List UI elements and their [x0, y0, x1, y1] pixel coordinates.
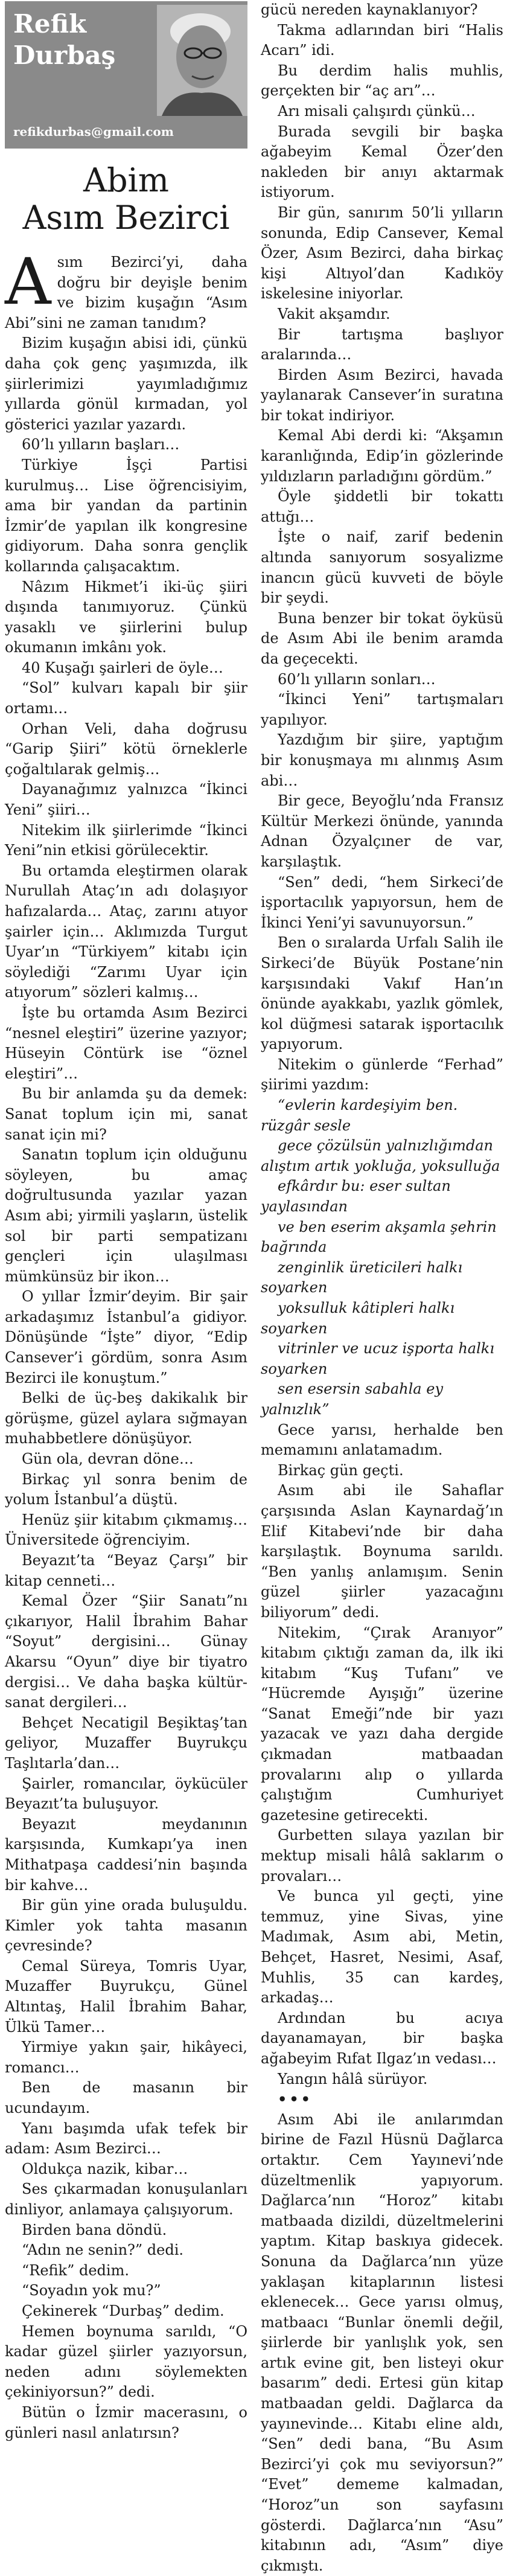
article-paragraph: Nitekim o günlerde “Ferhad” şiirimi yazdım: [261, 1056, 503, 1094]
poem-line: ve ben eserim akşamla şehrin bağrında [261, 1218, 497, 1256]
article-paragraph: Vakit akşamdır. [278, 305, 391, 322]
article-column-left [5, 245, 247, 2443]
drop-cap: A [5, 245, 51, 319]
poem-line: zenginlik üreticileri halkı soyarken [261, 1258, 463, 1296]
author-last-name: Durbaş [13, 40, 116, 70]
author-email: refikdurbas@gmail.com [13, 124, 174, 139]
article-paragraph: Bu bir anlamda şu da demek: Sanat toplum için mi, sanat sanat için mi? [5, 1085, 247, 1143]
article-paragraph: Ardından bu acıya dayanamayan, bir başka ağabeyim Rıfat Ilgaz’ın vedası… [261, 2009, 503, 2067]
article-paragraph: Bizim kuşağın abisi idi, çünkü daha çok genç yaşımızda, ilk şiirlerimizi yayımladığımız yıllarda gönül kırmadan, yol gösterici yazılar yazardı. [5, 335, 247, 433]
article-paragraph: Belki de üç-beş dakikalık bir görüşme, güzel aylara sığmayan muhabbetlere dönüşüyor. [5, 1389, 247, 1447]
author-header [5, 1, 247, 149]
article-paragraph: Ben o sıralarda Urfalı Salih ile Sirkeci’de Büyük Postane’nin karşısındaki Vakıf Han’ın önünde ayakkabı, yazlık gömlek, kol düğmesi satarak işportacılık yapıyorum. [261, 934, 503, 1053]
poem-line: sen esersin sabahla ey yalnızlık” [261, 1380, 444, 1418]
article-paragraph: Beyazıt meydanının karşısında, Kumkapı’ya inen Mithatpaşa caddesi’nin başında bir kahve… [5, 1815, 247, 1894]
article-paragraph: Ben de masanın bir ucundayım. [5, 2079, 247, 2117]
author-first-name: Refik [13, 9, 87, 39]
article-paragraph: Gurbetten sılaya yazılan bir mektup misali hâlâ saklarım o provaları… [261, 1827, 503, 1885]
article-paragraph: Öyle şiddetli bir tokattı attığı… [261, 488, 503, 525]
article-paragraph: Gün ola, devran döne… [22, 1450, 194, 1468]
article-title-line-2: Asım Bezirci [22, 199, 230, 237]
article-title [5, 162, 247, 237]
article-paragraph: 60’lı yılların sonları… [278, 670, 436, 688]
article-paragraph: Cemal Süreya, Tomris Uyar, Muzaffer Buyrukçu, Günel Altıntaş, Halil İbrahim Bahar, Ülkü Tamer… [5, 1957, 247, 2036]
author-photo [157, 5, 247, 116]
article-paragraph: Birkaç gün geçti. [278, 1461, 404, 1479]
article-title-line-1: Abim [83, 161, 170, 199]
article-paragraph: Yazdığım bir şiire, yaptığım bir konuşmaya mı alınmış Asım abi… [261, 731, 503, 789]
article-paragraph [5, 245, 247, 333]
article-paragraph: Dayanağımız yalnızca “İkinci Yeni” şiiri… [5, 781, 247, 819]
article-paragraph: 40 Kuşağı şairleri de öyle… [22, 659, 223, 676]
poem-line: “evlerin kardeşiyim ben. rüzgâr sesle [261, 1097, 458, 1134]
article-paragraph: Arı misali çalışırdı çünkü… [278, 102, 476, 120]
article-paragraph: Sanatın toplum için olduğunu söyleyen, bu amaç doğrultusunda yazılar yazan Asım abi; yirmili yaşların, üstelik sol bir parti sempatizanı gençleri için ulaşılması mümkünsüz bir ikon… [5, 1146, 247, 1285]
article-paragraph: Bu derdim halis muhlis, gerçekten bir “aç arı”… [261, 62, 503, 100]
article-paragraph: Şairler, romancılar, öykücüler Beyazıt’ta buluşuyor. [5, 1775, 247, 1813]
article-paragraph: O yıllar İzmir’deyim. Bir şair arkadaşımız İstanbul’a gidiyor. Dönüşünde “İşte” diyor, “Edip Cansever’i gördüm, sonra Asım Bezirci ile konuştum.” [5, 1288, 247, 1386]
article-paragraph: Yangın hâlâ sürüyor. [278, 2070, 428, 2087]
article-paragraph: Bir gün, sanırım 50’li yılların sonunda, Edip Cansever, Kemal Özer, Asım Bezirci, daha birkaç kişi Altıyol’dan Kadıköy iskelesine iniyorlar. [261, 203, 503, 303]
article-paragraph: Nâzım Hikmet’i iki-üç şiiri dışında tanımıyoruz. Çünkü yasaklı ve şiirlerini bulup okumanın imkânı yok. [5, 578, 247, 656]
article-paragraph: Beyazıt’ta “Beyaz Çarşı” bir kitap cenneti… [5, 1552, 247, 1589]
author-portrait-icon [157, 5, 247, 116]
poem-line: vitrinler ve ucuz işporta halkı soyarken [261, 1340, 495, 1377]
poem-line: yoksulluk kâtipleri halkı soyarken [261, 1299, 455, 1337]
poem-line: efkârdır bu: eser sultan yaylasından [261, 1177, 451, 1216]
article-paragraph: Hemen boynuma sarıldı, “O kadar güzel şiirler yazıyorsun, neden adını söylemekten çekiniyorsun?” dedi. [5, 2322, 247, 2401]
article-paragraph: Gece yarısı, herhalde ben memamını anlatamadım. [261, 1421, 503, 1459]
article-paragraph: “Soyadın yok mu?” [22, 2282, 161, 2299]
article-paragraph: Behçet Necatigil Beşiktaş’tan geliyor, Muzaffer Buyrukçu Taşlıtarla’dan… [5, 1714, 247, 1772]
article-paragraph: Ve bunca yıl geçti, yine temmuz, yine Sivas, yine Madımak, Asım abi, Metin, Behçet, Hasret, Nesimi, Asaf, Muhlis, 35 can kardeş, arkadaş… [261, 1888, 503, 2007]
article-paragraph: gücü nereden kaynaklanıyor? [261, 1, 478, 18]
article-paragraph: Henüz şiir kitabım çıkmamış… Üniversitede öğrenciyim. [5, 1511, 247, 1549]
article-paragraph: Birden Asım Bezirci, havada yaylanarak Cansever’in suratına bir tokat indiriyor. [261, 366, 503, 424]
article-paragraph: Nitekim ilk şiirlerimde “İkinci Yeni”nin etkisi görülecektir. [5, 821, 247, 859]
article-paragraph: Asım abi ile Sahaflar çarşısında Aslan Kaynardağ’ın Elif Kitabevi’nde bir daha karşılaştık. Boynuma sarıldı. “Ben yanlış anlamışım. Senin güzel şiirler yazacağını biliyorum” dedi. [261, 1482, 503, 1621]
article-paragraph: Yirmiye yakın şair, hikâyeci, romancı… [5, 2039, 247, 2076]
author-name [13, 8, 115, 71]
article-paragraph: Ses çıkarmadan konuşulanları dinliyor, anlamaya çalışıyorum. [5, 2180, 247, 2218]
article-paragraph: 60’lı yılların başları… [22, 436, 180, 453]
article-paragraph: “Sol” kulvarı kapalı bir şiir ortamı… [5, 679, 247, 717]
article-paragraph: Çekinerek “Durbaş” dedim. [22, 2302, 225, 2319]
article-paragraph: “Adın ne senin?” dedi. [22, 2241, 184, 2259]
article-paragraph: Takma adlarından biri “Halis Acarı” idi. [261, 21, 503, 59]
article-paragraph: Türkiye İşçi Partisi kurulmuş… Lise öğrencisiyim, ama bir yandan da partinin İzmir’de yapılan ilk kongresine gidiyorum. Daha sonra gençlik kollarında çalışacaktım. [5, 456, 247, 575]
article-paragraph: Birkaç yıl sonra benim de yolum İstanbul’a düştü. [5, 1470, 247, 1508]
article-paragraph: Oldukça nazik, kibar… [22, 2160, 188, 2177]
article-paragraph: “Sen” dedi, “hem Sirkeci’de işportacılık yapıyorsun, hem de İkinci Yeni’yi savunuyorsun.” [261, 873, 503, 931]
article-paragraph: Bütün o İzmir macerasını, o günleri nasıl anlatırsın? [5, 2403, 247, 2441]
article-paragraph: “Refik” dedim. [22, 2261, 129, 2279]
poem-line: gece çözülsün yalnızlığımdan alıştım artık yokluğa, yoksulluğa [261, 1137, 500, 1174]
article-paragraph: Bu ortamda eleştirmen olarak Nurullah Ataç’ın adı dolaşıyor hafızalarda… Ataç, zarını atıyor şairler için… Aklımızda Turgut Uyar’ın “Türkiyem” kitabı için söylediği “Zarımı Uyar için atıyorum” sözleri kalmış… [5, 862, 247, 1001]
article-paragraph: Nitekim, “Çırak Aranıyor” kitabım çıktığı zaman da, ilk iki kitabım “Kuş Tufanı” ve “Hücremde Ayışığı” üzerine “Sanat Emeği”nde bir yazı yazacak ve yazı daha dergide çıkmadan matbaadan provalarını alıp o yıllarda çalıştığım Cumhuriyet gazetesine getirecekti. [261, 1624, 503, 1824]
article-paragraph: İşte o naif, zarif bedenin altında sanıyorum sosyalizme inancın gücü kuvveti de böyle bir şeydi. [261, 528, 503, 607]
article-paragraph: Asım Abi ile anılarımdan birine de Fazıl Hüsnü Dağlarca ortaktır. Cem Yayınevi’nde düzeltmenlik yapıyorum. Dağlarca’nın “Horoz” kitabı matbaada dizildi, düzeltmelerini yaptım. Kitap baskıya gidecek. Sonuna da Dağlarca’nın yüze yaklaşan kitaplarının listesi eklenecek… Gece yarısı olmuş, matbaacı “Bunlar önemli değil, şiirlerde bir yanlışlık yok, sen artık evine git, ben listeyi okur basarım” dedi. Ertesi gün kitap matbaadan geldi. Dağlarca da yayınevinde… Kitabı eline aldı, “Sen” dedi bana, “Bu Asım Bezirci’yi çok mu seviyorsun?” “Evet” dememe kalmadan, “Horoz”un son sayfasını gösterdi. Dağlarca’nın “Asu” kitabının adı, “Asım” diye çıkmıştı. [261, 2110, 503, 2574]
article-paragraph: Bir tartışma başlıyor aralarında… [261, 325, 503, 364]
section-separator: ••• [278, 2091, 313, 2109]
article-paragraph: Kemal Özer “Şiir Sanatı”nı çıkarıyor, Halil İbrahim Bahar “Soyut” dergisini… Günay Akarsu “Oyun” diye bir tiyatro dergisi… Ve daha başka kültür-sanat dergileri… [5, 1592, 247, 1711]
article-paragraph: “İkinci Yeni” tartışmaları yapılıyor. [261, 691, 503, 728]
article-paragraph: Kemal Abi derdi ki: “Akşamın karanlığında, Edip’in gözlerinde yıldızların parladığını gördüm.” [261, 427, 503, 485]
article-paragraph: Bir gün yine orada buluşuldu. Kimler yok tahta masanın çevresinde? [5, 1897, 247, 1955]
article-paragraph: Orhan Veli, daha doğrusu “Garip Şiiri” kötü örneklerle çoğaltılarak gelmiş… [5, 720, 247, 778]
article-paragraph: Birden bana döndü. [22, 2221, 167, 2238]
article-paragraph: Yanı başımda ufak tefek bir adam: Asım Bezirci… [5, 2119, 247, 2158]
article-paragraph: Bir gece, Beyoğlu’nda Fransız Kültür Merkezi önünde, yanında Adnan Özyalçıner de var, karşılaştık. [261, 792, 503, 870]
article-paragraph: Buna benzer bir tokat öyküsü de Asım Abi ile benim aramda da geçecekti. [261, 609, 503, 667]
article-opening-text: sım Bezirci’yi, daha doğru bir deyişle benim ve bizim kuşağın “Asım Abi”sini ne zaman tanıdım? [5, 254, 247, 332]
article-paragraph: İşte bu ortamda Asım Bezirci “nesnel eleştiri” üzerine yazıyor; Hüseyin Cöntürk ise “öznel eleştiri”… [5, 1004, 247, 1082]
article-paragraph: Burada sevgili bir başka ağabeyim Kemal Özer’den nakleden bir anıyı aktarmak istiyorum. [261, 123, 503, 201]
article-column-right [261, 0, 503, 2576]
